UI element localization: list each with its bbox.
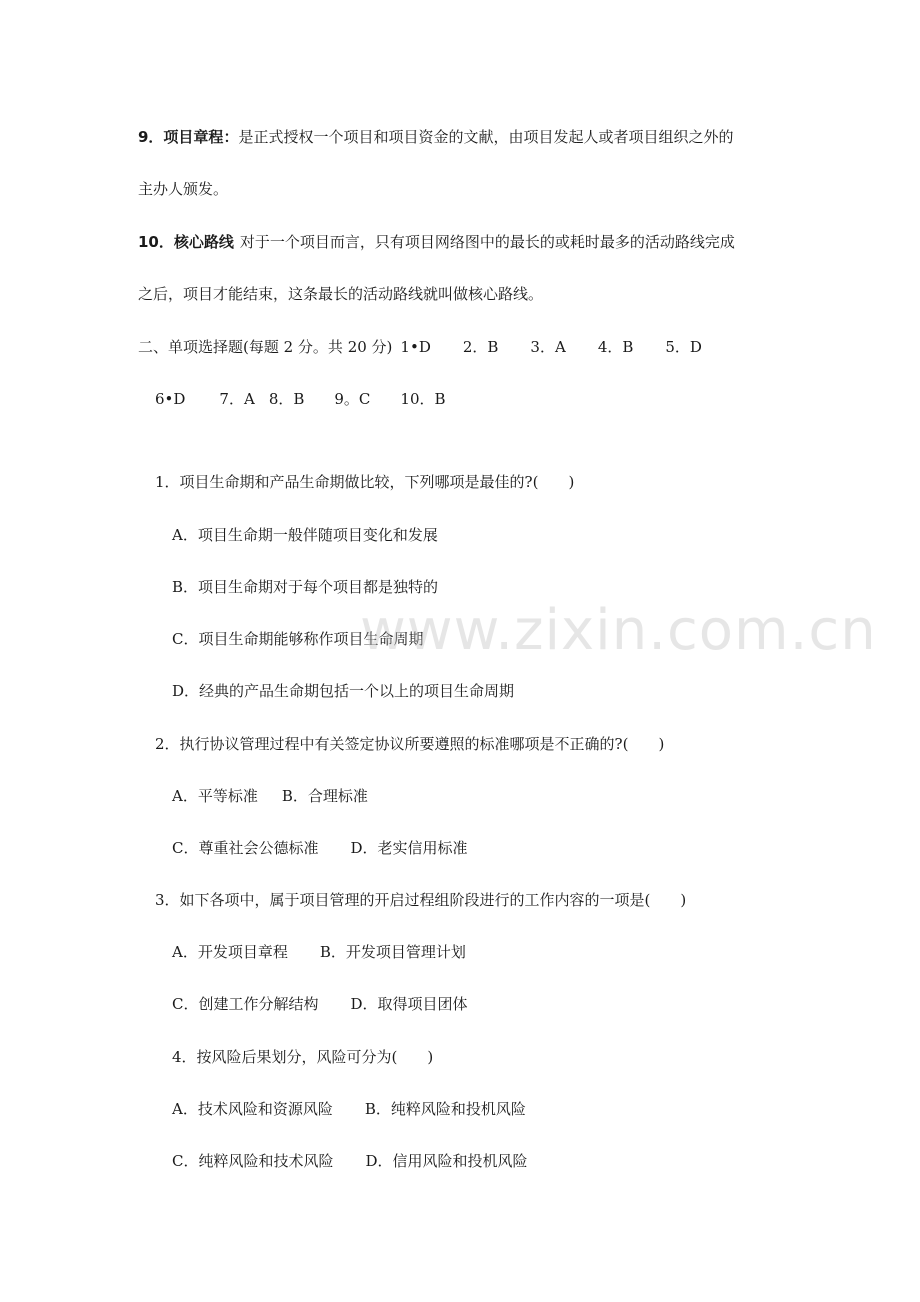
question-4-option-d: D．信用风险和投机风险 [365, 1152, 528, 1170]
watermark: www.zixin.com.cn [360, 598, 877, 663]
question-1-stem: 1．项目生命期和产品生命期做比较，下列哪项是最佳的?( ) [155, 473, 575, 491]
question-1-option-a: A．项目生命期一般伴随项目变化和发展 [172, 526, 438, 544]
definition-10-text-2: 之后，项目才能结束，这条最长的活动路线就叫做核心路线。 [138, 285, 544, 303]
answer-10: 10．B [400, 390, 446, 408]
answer-9: 9。C [334, 390, 371, 408]
definition-9-text-1: 是正式授权一个项目和项目资金的文献，由项目发起人或者项目组织之外的 [238, 128, 734, 146]
question-2-options-row-1 [172, 785, 368, 807]
answer-5: 5．D [665, 338, 702, 356]
definition-10-term: 10．核心路线 [138, 233, 234, 251]
question-4-option-c: C．纯粹风险和技术风险 [172, 1152, 334, 1170]
question-3-option-a: A．开发项目章程 [172, 943, 288, 961]
question-2-stem: 2．执行协议管理过程中有关签定协议所要遵照的标准哪项是不正确的?( ) [155, 735, 665, 753]
answer-3: 3．A [530, 338, 566, 356]
section-two-heading-line [138, 336, 702, 358]
definition-10-line1 [138, 231, 735, 253]
question-1-option-d: D．经典的产品生命期包括一个以上的项目生命周期 [172, 682, 515, 700]
question-4-options-row-1 [172, 1098, 526, 1120]
question-3-options-row-2 [172, 993, 468, 1015]
answer-1: 1•D [400, 338, 431, 356]
question-4-option-b: B．纯粹风险和投机风险 [364, 1100, 526, 1118]
question-3-options-row-1 [172, 941, 466, 963]
definition-10-line2 [138, 283, 543, 305]
question-2-option-a: A．平等标准 [172, 787, 258, 805]
definition-9-line2 [138, 178, 228, 200]
definition-10-text-1: 对于一个项目而言，只有项目网络图中的最长的或耗时最多的活动路线完成 [239, 233, 735, 251]
question-3-option-c: C．创建工作分解结构 [172, 995, 319, 1013]
question-2-options-row-2 [172, 837, 468, 859]
definition-9-line1 [138, 126, 733, 148]
definition-9-term: 9．项目章程： [138, 128, 239, 146]
question-1-option-c: C．项目生命期能够称作项目生命周期 [172, 630, 424, 648]
question-1-option-b: B．项目生命期对于每个项目都是独特的 [172, 578, 439, 596]
answer-2: 2．B [462, 338, 499, 356]
definition-9-text-2: 主办人颁发。 [138, 180, 229, 198]
answer-8: 8．B [268, 390, 305, 408]
question-4-options-row-2 [172, 1150, 528, 1172]
question-4-option-a: A．技术风险和资源风险 [172, 1100, 333, 1118]
question-2-option-b: B．合理标准 [281, 787, 368, 805]
answer-7: 7．A [219, 390, 255, 408]
question-3-stem: 3．如下各项中，属于项目管理的开启过程组阶段进行的工作内容的一项是( ) [155, 891, 687, 909]
answer-4: 4．B [597, 338, 634, 356]
question-2-option-c: C．尊重社会公德标准 [172, 839, 319, 857]
answers-row-2 [155, 388, 446, 410]
answer-6: 6•D [155, 390, 186, 408]
question-3-option-b: B．开发项目管理计划 [319, 943, 466, 961]
question-2-option-d: D．老实信用标准 [350, 839, 468, 857]
section-two-heading: 二、单项选择题(每题 2 分。共 20 分) [138, 338, 393, 356]
question-4-stem: 4．按风险后果划分，风险可分为( ) [172, 1048, 434, 1066]
question-3-option-d: D．取得项目团体 [350, 995, 468, 1013]
